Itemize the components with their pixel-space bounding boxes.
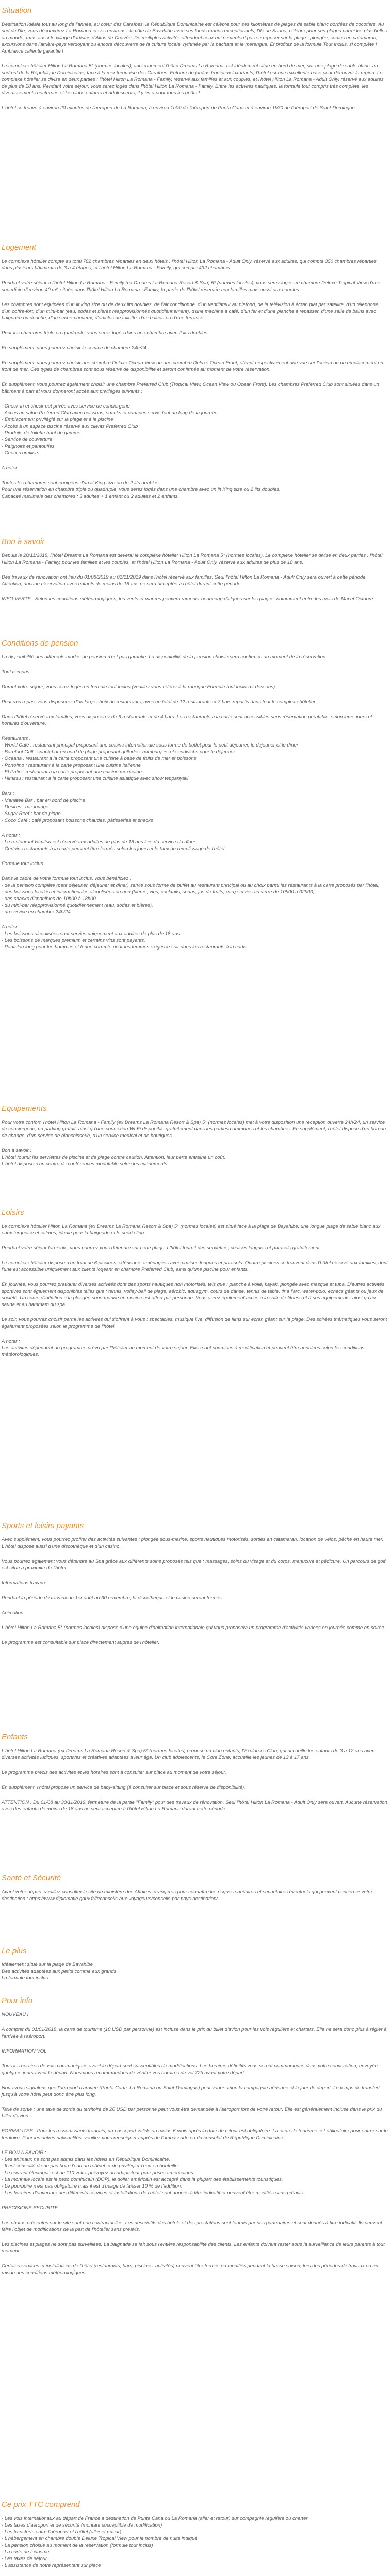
section-equipements [2, 1104, 388, 1176]
paragraph: Avant votre départ, veuillez consulter le site du ministère des Affaires étrangères pour connaître les risques sanitaires et sécuritaires éventuels qui peuvent concerner votre destination : https://www.diplomatie.gouv.fr/fr/conseils-aux-voyageurs/conseils-par-pays-destination/ [2, 1889, 372, 1902]
note-label: A noter : [2, 465, 20, 471]
section-heading: Bon à savoir [2, 537, 45, 546]
paragraph: Le programme est consultable sur place directement auprès de l'hôtelier. [2, 1640, 160, 1646]
section-heading: Ce prix TTC comprend [2, 2500, 80, 2509]
paragraph: En supplément, vous pourrez choisir le service de chambre 24h/24. [2, 345, 148, 351]
subheading: INFORMATION VOL [2, 2048, 47, 2054]
paragraph: Certains services et installations de l'hôtel (restaurants, bars, piscines, activités) peuvent être fermés ou modifiés pendant la basse saison, lors des périodes de travaux ou en raison des conditions météorologiques. [2, 2263, 378, 2276]
paragraph: Le programme précis des activités et les horaires sont à consulter sur place au moment de votre séjour. [2, 1770, 226, 1775]
section-heading: Conditions de pension [2, 639, 78, 648]
subheading: PRECISIONS SECURITE [2, 2205, 58, 2211]
section-heading: Pour info [2, 1996, 33, 2005]
paragraph: Pendant votre séjour à l'hôtel Hilton La Romana - Family (ex Dreams La Romana Resort & Spa) 5* (normes locales), vous serez logés en chambre Deluxe Tropical View d'une superficie d'environ 40 m², située dans l'hôtel Hilton La Romana - Family, la partie de l'hôtel réservée aux familles mais aussi aux couples. [2, 280, 381, 293]
paragraph: Le complexe hôtelier Hilton La Romana 5* (normes locales), anciennement l'hôtel Dreams La Romana, est idéalement situé en bord de mer, sur une plage de sable blanc, au sud-est de la République Dominicaine, face à la mer turquoise des Caraïbes. Entouré de jardins tropicaux luxuriants, l'hôtel est une excellente base pour découvrir la région. Le complexe hôtelier se divise en deux parties : l'hôtel Hilton La Romana - Family, réservé aux familles et aux couples, et l'hôtel Hilton La Romana - Adult Only, réservé aux adultes de plus de 18 ans. Pendant votre séjour, vous serez logés dans l'hôtel Hilton La Romana - Family. Entre les activités nautiques, la formule tout compris très complète, les divertissements nocturnes et les clubs enfants et adolescents, il y en a pour tous les goûts ! [2, 63, 384, 96]
bullet-list: Dans le cadre de votre formule tout inclus, vous bénéficiez : - de la pension complète (petit déjeuner, déjeuner et dîner) servie sous forme de buffet au restaurant principal ou au choix parmi les restaurants à la carte proposés par l'hôtel, - des boissons locales et internationales alcoolisées ou non (bières, vins, cocktails, sodas, jus de fruits, eau) servies au verre de 10h00 à 02h00, - des snacks disponibles de 10h00 à 18h00, - du mini-bar réapprovisionné quotidiennement (eau, sodas et bières), - du service en chambre 24h/24. [2, 876, 380, 915]
section-pour-info [2, 1996, 388, 2284]
paragraph: En journée, vous pourrez pratiquer diverses activités dont des sports nautiques non motorisés, tels que : planche à voile, kayak, plongée avec masque et tuba. D'autres activités sportives sont également disponibles telles que : tennis, volley-ball de plage, aérobic, aquagym, cours de danse, tennis de table, tir à l'arc, water-polo, échecs géants ou jeux de société. Un cours d'initiation à la plongée sous-marine en piscine est offert par personne. Vous aurez également accès à la salle de fitness et à ses équipements, ainsi qu'au sauna et au hammam du spa. [2, 1282, 385, 1308]
section-logement [2, 243, 388, 508]
paragraph: Le complexe hôtelier dispose d'un total de 6 piscines extérieures aménagées avec chaises longues et parasols. Quatre piscines se trouvent dans l'hôtel réservé aux familles, dont l'une est accessible uniquement aux clients logeant en chambre Preferred Club, ainsi qu'une piscine pour enfants. [2, 1260, 388, 1273]
paragraph: Les photos présentes sur le site sont non contractuelles. Les descriptifs des hôtels et des prestations sont fournis par nos partenaires et sont donnés à titre indicatif. Ils peuvent faire l'objet de modifications de la part de l'hôtelier sans préavis. [2, 2220, 382, 2232]
section-prix-comprend [2, 2500, 388, 2576]
paragraph: A noter : Les activités dépendent du programme prévu par l'hôtelier au moment de votre séjour. Elles sont soumises à modification et peuvent être annulées selon les conditions météorologiques. [2, 1338, 365, 1358]
paragraph: A compter du 01/01/2018, la carte de tourisme (10 USD par personne) est incluse dans le prix du billet d'avion pour les vols réguliers et charters. Elle ne sera donc plus à régler à l'arrivée à l'aéroport. [2, 2027, 387, 2039]
section-heading: Enfants [2, 1733, 28, 1741]
section-heading: Logement [2, 243, 36, 252]
paragraph: FORMALITES : Pour les ressortissants français, un passeport valide au moins 6 mois après la date de retour est obligatoire. La carte de tourisme est obligatoire pour entrer sur le territoire. Pour les autres nationalités, veuillez vous renseigner auprès de l'ambassade ou du consulat de République Dominicaine. [2, 2128, 388, 2141]
subheading: Informations travaux [2, 1580, 46, 1586]
highlights-list: Idéalement situé sur la plage de Bayahibe Des activités adaptées aux petits comme aux grands La formule tout inclus [2, 1962, 117, 1981]
paragraph: Pendant votre séjour farniente, vous pourrez vous détendre sur cette plage. L'hôtel fournit des serviettes, chaises longues et parasols gratuitement. [2, 1245, 321, 1251]
paragraph: Dans l'hôtel réservé aux familles, vous disposerez de 6 restaurants et de 4 bars. Les restaurants à la carte sont accessibles sans réservation préalable, selon leurs jours et horaires d'ouverture. [2, 714, 372, 726]
section-heading: Loisirs [2, 1208, 24, 1217]
paragraph: L'hôtel se trouve à environ 20 minutes de l'aéroport de La Romana, à environ 1h00 de l'aéroport de Punta Cana et à environ 1h30 de l'aéroport de Saint-Domingue. [2, 105, 356, 111]
paragraph: Les piscines et plages ne sont pas surveillées. La baignade se fait sous l'entière responsabilité des clients. Les enfants doivent rester sous la surveillance de leurs parents à tout moment. [2, 2242, 385, 2254]
section-heading: Equipements [2, 1104, 47, 1113]
paragraph: Tous les horaires de vols communiqués avant le départ sont susceptibles de modifications. Les horaires définitifs vous seront communiqués dans votre convocation, envoyée quelques jours avant le départ. Nous vous recommandons de vérifier vos horaires de vol 72h avant votre départ. [2, 2063, 378, 2076]
paragraph: En supplément, vous pourrez choisir une chambre Deluxe Ocean View ou une chambre Deluxe Ocean Front, offrant respectivement une vue sur l'océan ou un emplacement en front de mer. Ces types de chambres sont sous réserve de disponibilité et seront confirmés au moment de votre réservation. [2, 360, 383, 372]
paragraph: Pour les chambres triple ou quadruple, vous serez logés dans une chambre avec 2 lits doubles. [2, 330, 209, 336]
paragraph: Pour vos repas, vous disposerez d'un large choix de restaurants, avec un total de 12 restaurants et 7 bars répartis dans tout le complexe hôtelier. [2, 699, 317, 705]
paragraph: Vous pourrez également vous détendre au Spa grâce aux différents soins proposés tels que : massages, soins du visage et du corps, manucure et pédicure. Un parcours de golf est situé à proximité de l'hôtel. [2, 1558, 386, 1571]
paragraph: Des travaux de rénovation ont lieu du 01/08/2019 au 01/11/2019 dans l'hôtel réservé aux familles. Seul l'hôtel Hilton La Romana - Adult Only sera ouvert à cette période. Attention, aucune réservation avec enfants de moins de 18 ans ne sera acceptée à l'hôtel durant cette période. [2, 574, 367, 587]
section-sante-et-securite [2, 1874, 388, 1910]
paragraph: Le soir, vous pourrez choisir parmi les activités qui s'offrent à vous : spectacles, musique live, diffusion de films sur écran géant sur la plage. Des soirées thématiques vous seront également proposées selon le programme de l'hôtel. [2, 1317, 387, 1329]
section-situation [2, 6, 388, 120]
paragraph: Taxe de sortie : une taxe de sortie du territoire de 20 USD par personne peut vous être demandée à l'aéroport lors de votre retour. Elle est généralement incluse dans le prix du billet d'avion. [2, 2107, 382, 2119]
paragraph: En supplément, vous pourrez également choisir une chambre Preferred Club (Tropical View, Ocean View ou Ocean Front). Les chambres Preferred Club sont situées dans un bâtiment à part et vous donneront accès aux privilèges suivants : [2, 382, 379, 394]
paragraph: Pour votre confort, l'hôtel Hilton La Romana - Family (ex Dreams La Romana Resort & Spa) 5* (normes locales) met à votre disposition une réception ouverte 24h/24, un service de conciergerie, un parking gratuit, ainsi qu'une connexion Wi-Fi disponible gratuitement dans les parties communes et les chambres. En supplément, l'hôtel dispose d'un bureau de change, d'un service de blanchisserie, d'un service médical et de boutiques. [2, 1120, 386, 1139]
section-sports-et-loisirs-payants [2, 1521, 388, 1654]
paragraph: Nous vous signalons que l'aéroport d'arrivée (Punta Cana, La Romana ou Saint-Domingue) peut varier selon la compagnie aérienne et le jour de départ. Le temps de transfert jusqu'à votre hôtel peut donc être plus long. [2, 2085, 380, 2097]
bullet-list: A noter : - Le restaurant Himitsu est réservé aux adultes de plus de 18 ans lors du service du dîner. - Certains restaurants à la carte peuvent être fermés selon les jours et le taux de remplissage de l'hôtel. [2, 833, 226, 852]
paragraph: Bon à savoir : L'hôtel fournit les serviettes de piscine et de plage contre caution. Attention, leur perte entraîne un coût. L'hôtel dispose d'un centre de conférences modulable selon les événements. [2, 1148, 225, 1167]
paragraph: La disponibilité des différents modes de pension n'est pas garantie. La disponibilité de la pension choisie sera confirmée au moment de la réservation. [2, 654, 327, 660]
section-heading: Sports et loisirs payants [2, 1521, 84, 1530]
restaurants-list: Restaurants : - World Café : restaurant principal proposant une cuisine internationale sous forme de buffet pour le petit déjeuner, le déjeuner et le dîner - Barefoot Grill : snack-bar en bord de plage proposant grillades, hamburgers et sandwichs pour le déjeuner - Oceana : restaurant à la carte proposant une cuisine à base de fruits de mer et poissons - Portofino : restaurant à la carte proposant une cuisine italienne - El Patio : restaurant à la carte proposant une cuisine mexicaine - Himitsu : restaurant à la carte proposant une cuisine asiatique avec show teppanyaki [2, 736, 299, 782]
paragraph: ATTENTION : Du 01/08 au 30/11/2019, fermeture de la partie "Family" pour des travaux de rénovation. Seul l'hôtel Hilton La Romana - Adult Only sera ouvert. Aucune réservation avec des enfants de moins de 18 ans ne sera acceptée à l'hôtel Hilton La Romana durant cette période. [2, 1800, 387, 1812]
subheading: NOUVEAU ! [2, 2012, 29, 2018]
paragraph: L'hôtel Hilton La Romana (ex Dreams La Romana Resort & Spa) 5* (normes locales) propose un club enfants, l'Explorer's Club, qui accueille les enfants de 3 à 12 ans avec diverses activités ludiques, sportives et créatives adaptées à leur âge. Un club adolescents, le Core Zone, accueille les jeunes de 13 à 17 ans. [2, 1748, 375, 1760]
section-loisirs [2, 1208, 388, 1366]
paragraph: L'hôtel Hilton La Romana 5* (normes locales) dispose d'une équipe d'animation internationale qui vous proposera un programme d'activités variées en journée comme en soirée. [2, 1625, 386, 1631]
section-heading: Santé et Sécurité [2, 1874, 61, 1883]
bullet-list: A noter : - Les boissons alcoolisées sont servies uniquement aux adultes de plus de 18 ans. - Les boissons de marques premium et certains vins sont payants. - Pantalon long pour les hommes et tenue correcte pour les femmes exigés le soir dans les restaurants à la carte. [2, 924, 248, 950]
bars-list: Bars : - Manatee Bar : bar en bord de piscine - Desires : bar-lounge - Sugar Reef : bar de plage - Coco Café : café proposant boissons chaudes, pâtisseries et snacks [2, 791, 153, 823]
paragraph: Le complexe hôtelier Hilton La Romana (ex Dreams La Romana Resort & Spa) 5* (normes locales) est situé face à la plage de Bayahibe, une longue plage de sable blanc aux eaux turquoise et calmes, idéale pour la baignade et le snorkeling. [2, 1224, 381, 1236]
section-le-plus [2, 1946, 388, 1990]
paragraph: Durant votre séjour, vous serez logés en formule tout inclus (veuillez vous référer à la rubrique Formule tout inclus ci-dessous). [2, 684, 276, 690]
section-bon-a-savoir [2, 537, 388, 611]
paragraph: Les chambres sont équipées d'un lit king size ou de deux lits doubles, de l'air conditionné, d'un ventilateur au plafond, de la télévision à écran plat par satellite, d'un téléphone, d'un coffre-fort, d'un mini-bar (eau, sodas et bières réapprovisionnés quotidiennement), d'une machine à café, d'un fer et d'une planche à repasser, d'une salle de bains avec baignoire ou douche, d'un sèche-cheveux, d'articles de toilette, d'un balcon ou d'une terrasse. [2, 302, 380, 321]
section-enfants [2, 1733, 388, 1821]
subheading: Animation [2, 1610, 24, 1616]
paragraph: En supplément, l'hôtel propose un service de baby-sitting (à consulter sur place et sous réserve de disponibilité). [2, 1785, 246, 1790]
bullet-list: LE BON A SAVOIR : - Les animaux ne sont pas admis dans les hôtels en République Dominicaine. - Il est conseillé de ne pas boire l'eau du robinet et de privilégier l'eau en bouteille. - Le courant électrique est de 110 volts, prévoyez un adaptateur pour prises américaines. - La monnaie locale est le peso dominicain (DOP), le dollar américain est accepté dans la plupart des établissements touristiques. - Le pourboire n'est pas obligatoire mais il est d'usage de laisser 10 % de l'addition. - Les horaires d'ouverture des différents services et installations de l'hôtel sont donnés à titre indicatif et peuvent être modifiés sans préavis. [2, 2150, 304, 2196]
paragraph: INFO VERTE : Selon les conditions météorologiques, les vents et marées peuvent ramener beaucoup d'algues sur les plages, notamment entre les mois de Mai et Octobre. [2, 596, 374, 602]
bullet-list: - Les vols internationaux au départ de France à destination de Punta Cana ou La Romana (aller et retour) sur compagnie régulière ou charter - Les taxes d'aéroport et de sécurité (montant susceptible de modification) - Les transferts entre l'aéroport et l'hôtel (aller et retour) - L'hébergement en chambre double Deluxe Tropical View pour le nombre de nuits indiqué - La pension choisie au moment de la réservation (formule tout inclus) - La carte de tourisme - Les taxes de séjour - L'assistance de notre représentant sur place [2, 2516, 308, 2568]
bullet-list: - Check-in et check-out privés avec service de conciergerie - Accès au salon Preferred Club avec boissons, snacks et canapés servis tout au long de la journée - Emplacement privilégié sur la plage et à la piscine - Accès à un espace piscine réservé aux clients Preferred Club - Produits de toilette haut de gamme - Service de couverture - Peignoirs et pantoufles - Choix d'oreillers [2, 403, 218, 456]
paragraph: Depuis le 20/11/2018, l'hôtel Dreams La Romana est devenu le complexe hôtelier Hilton La Romana 5* (normes locales). Le complexe hôtelier se divise en deux parties : l'hôtel Hilton La Romana - Family, pour les familles et les couples, et l'hôtel Hilton La Romana - Adult Only, réservé aux adultes de plus de 18 ans. [2, 553, 383, 565]
section-conditions-de-pension [2, 639, 388, 959]
paragraph: Destination idéale tout au long de l'année, au cœur des Caraïbes, la République Dominicaine est célèbre pour ses kilomètres de plages de sable blanc bordées de cocotiers. Au sud de l'île, vous découvrirez La Romana et ses environs : la côte de Bayahibe avec ses fonds marins exceptionnels, l'île de Saona, célèbre pour ses plages parmi les plus belles au monde, mais aussi le village d'artistes d'Altos de Chavón. De multiples activités attendent ceux qui ne veulent pas se reposer sur la plage : plongée, sorties en catamaran, excursions dans l'arrière-pays verdoyant ou encore découverte de la culture locale, rythmée par la bachata et le merengue. Et profitez de la formule Tout Inclus, si complète ! Ambiance caliente garantie ! [2, 22, 387, 54]
subheading: Tout compris [2, 669, 30, 675]
paragraph: Pendant la période de travaux du 1er août au 30 novembre, la discothèque et le casino seront fermés. [2, 1595, 223, 1601]
paragraph: Toutes les chambres sont équipées d'un lit King size ou de 2 lits doubles. Pour une réservation en chambre triple ou quadruple, vous serez logés dans une chambre avec un lit King size ou 2 lits doubles. Capacité maximale des chambres : 3 adultes + 1 enfant ou 2 adultes et 2 enfants. [2, 480, 281, 499]
section-heading: Situation [2, 6, 32, 15]
paragraph: Avec supplément, vous pourrez profiter des activités suivantes : plongée sous-marine, sports nautiques motorisés, sorties en catamaran, location de vélos, pêche en haute mer. L'hôtel dispose aussi d'une discothèque et d'un casino. [2, 1537, 384, 1549]
paragraph: Le complexe hôtelier compte au total 782 chambres réparties en deux hôtels : l'hôtel Hilton La Romana - Adult Only, réservé aux adultes, qui compte 350 chambres réparties dans plusieurs bâtiments de 3 à 4 étages, et l'hôtel Hilton La Romana - Family, qui compte 432 chambres. [2, 259, 377, 271]
subheading: Formule tout inclus : [2, 861, 46, 867]
section-heading: Le plus [2, 1946, 27, 1955]
